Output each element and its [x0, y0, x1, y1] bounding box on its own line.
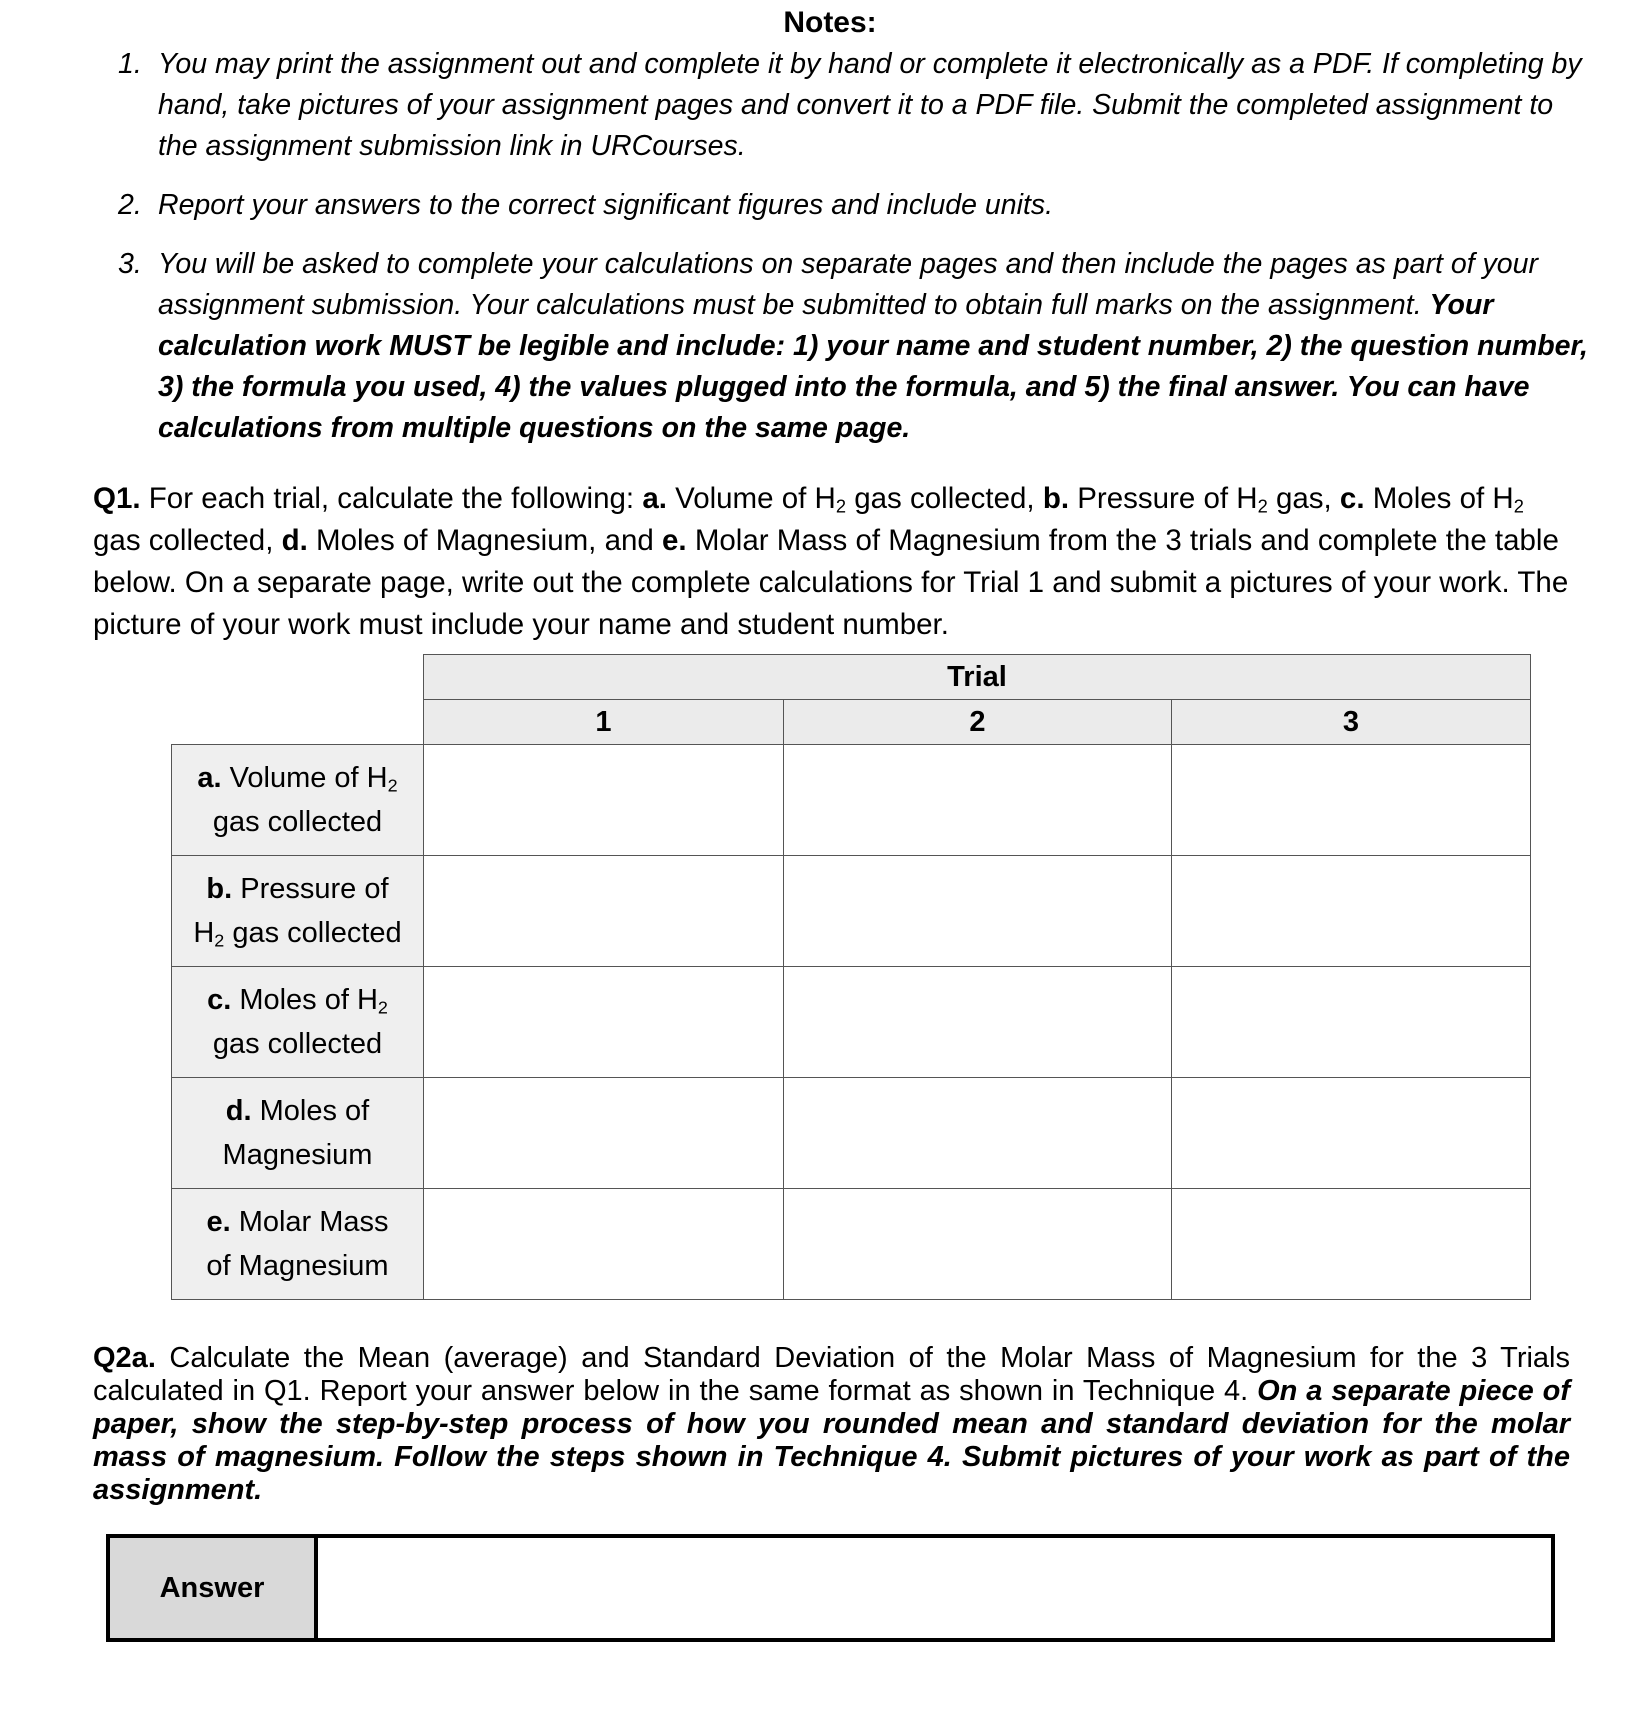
question-1	[93, 478, 1573, 646]
row-label-text: Pressure of	[240, 873, 389, 905]
row-label-text: Magnesium	[222, 1139, 373, 1171]
row-label-text: gas collected	[232, 917, 402, 949]
note-text: Report your answers to the correct significant figures and include units.	[158, 189, 1054, 221]
subscript: 2	[377, 997, 388, 1018]
note-3	[118, 244, 1598, 449]
answer-label: Answer	[110, 1538, 318, 1638]
note-bold-text: Your calculation work MUST be legible and include: 1) your name and student number, 2) the question number, 3) the formula you used, 4) the values plugged into the formula, and 5) the final answer. You can have calculations from multiple questions on the same page.	[158, 289, 1588, 444]
row-label-volume	[172, 745, 424, 856]
answer-cell[interactable]	[1172, 1189, 1531, 1300]
answer-cell[interactable]	[424, 967, 784, 1078]
row-letter: e.	[206, 1206, 231, 1238]
answer-cell[interactable]	[1172, 967, 1531, 1078]
notes-title: Notes:	[783, 6, 877, 39]
subscript: 2	[214, 930, 225, 951]
trial-header: Trial	[424, 655, 1531, 700]
table-row	[172, 967, 1531, 1078]
subscript: 2	[835, 495, 847, 517]
q1-intro: For each trial, calculate the following:	[148, 482, 635, 515]
table-corner	[172, 700, 424, 745]
answer-cell[interactable]	[424, 1078, 784, 1189]
row-label-text: Molar Mass	[238, 1206, 389, 1238]
table-row	[172, 1078, 1531, 1189]
q2a-text: Calculate the Mean (average) and Standard Deviation of the Molar Mass of Magnesium for the 3 Trials calculated in Q1. Report your answer below in the same format as shown in Technique 4.	[93, 1342, 1570, 1407]
q1-part-text: gas collected,	[93, 524, 274, 557]
q1-label: Q1.	[93, 482, 141, 515]
notes-list	[118, 44, 1598, 467]
q1-part-letter: a.	[642, 482, 667, 515]
q1-part-letter: b.	[1042, 482, 1070, 515]
answer-cell[interactable]	[784, 967, 1172, 1078]
q1-part-letter: c.	[1339, 482, 1365, 515]
row-label-text: H	[193, 917, 215, 949]
answer-cell[interactable]	[424, 856, 784, 967]
answer-box	[106, 1534, 1555, 1642]
note-1	[118, 44, 1598, 167]
subscript: 2	[1513, 495, 1524, 517]
question-2a	[93, 1342, 1570, 1507]
column-header-trial-1: 1	[424, 700, 784, 745]
row-label-text: Moles of	[259, 1095, 370, 1127]
row-label-molar-mass	[172, 1189, 424, 1300]
column-header-trial-3: 3	[1172, 700, 1531, 745]
q1-part-text: gas,	[1275, 482, 1332, 515]
table-header-row	[172, 655, 1531, 700]
row-label-text: Moles of H	[239, 984, 378, 1016]
subscript: 2	[1257, 495, 1268, 517]
answer-cell[interactable]	[784, 1189, 1172, 1300]
row-label-text: of Magnesium	[206, 1250, 389, 1282]
answer-cell[interactable]	[1172, 856, 1531, 967]
answer-cell[interactable]	[424, 745, 784, 856]
row-label-moles-h2	[172, 967, 424, 1078]
answer-cell[interactable]	[424, 1189, 784, 1300]
q1-part-letter: e.	[662, 524, 687, 557]
trials-table	[171, 654, 1531, 1300]
note-text: You may print the assignment out and complete it by hand or complete it electronically as a PDF. If completing by hand, take pictures of your assignment pages and convert it to a PDF file. Submit the completed assignment to the assignment submission link in URCourses.	[158, 48, 1582, 162]
note-number: 2.	[118, 189, 142, 221]
table-header-row	[172, 700, 1531, 745]
note-number: 1.	[118, 48, 142, 80]
q1-part-text: Volume of H	[675, 482, 836, 515]
table-row	[172, 856, 1531, 967]
row-label-text: Volume of H	[229, 762, 388, 794]
row-letter: d.	[225, 1095, 252, 1127]
q1-part-text: Moles of Magnesium, and	[316, 524, 654, 557]
q2a-emphasis: On a separate piece of paper, show the step-by-step process of how you rounded mean and standard deviation for the molar mass of magnesium. Follow the steps shown in Technique 4. Submit pictures of your work as part of the assignment.	[93, 1375, 1571, 1506]
row-label-moles-mg	[172, 1078, 424, 1189]
subscript: 2	[387, 775, 398, 796]
answer-field[interactable]	[318, 1538, 1551, 1638]
row-label-text: gas collected	[212, 1028, 383, 1060]
note-number: 3.	[118, 248, 142, 280]
q1-part-text: Molar Mass of Magnesium from the 3 trials and complete the table below. On a separate page, write out the complete calculations for Trial 1 and submit a pictures of your work. The picture of your work must include your name and student number.	[93, 524, 1569, 641]
column-header-trial-2: 2	[784, 700, 1172, 745]
row-label-text: gas collected	[212, 806, 383, 838]
answer-cell[interactable]	[1172, 1078, 1531, 1189]
q1-part-text: Pressure of H	[1077, 482, 1258, 515]
answer-cell[interactable]	[784, 856, 1172, 967]
note-text: You will be asked to complete your calculations on separate pages and then include the pages as part of your assignment submission. Your calculations must be submitted to obtain full marks on the assignment.	[158, 248, 1538, 321]
row-label-pressure	[172, 856, 424, 967]
answer-cell[interactable]	[784, 745, 1172, 856]
row-letter: b.	[206, 873, 233, 905]
row-letter: c.	[207, 984, 232, 1016]
q1-part-text: Moles of H	[1372, 482, 1514, 515]
answer-cell[interactable]	[1172, 745, 1531, 856]
q1-part-text: gas collected,	[854, 482, 1035, 515]
note-2	[118, 185, 1598, 226]
table-row	[172, 1189, 1531, 1300]
table-row	[172, 745, 1531, 856]
table-corner	[172, 655, 424, 700]
answer-cell[interactable]	[784, 1078, 1172, 1189]
q2a-label: Q2a.	[93, 1342, 156, 1374]
row-letter: a.	[197, 762, 222, 794]
q1-part-letter: d.	[281, 524, 308, 557]
